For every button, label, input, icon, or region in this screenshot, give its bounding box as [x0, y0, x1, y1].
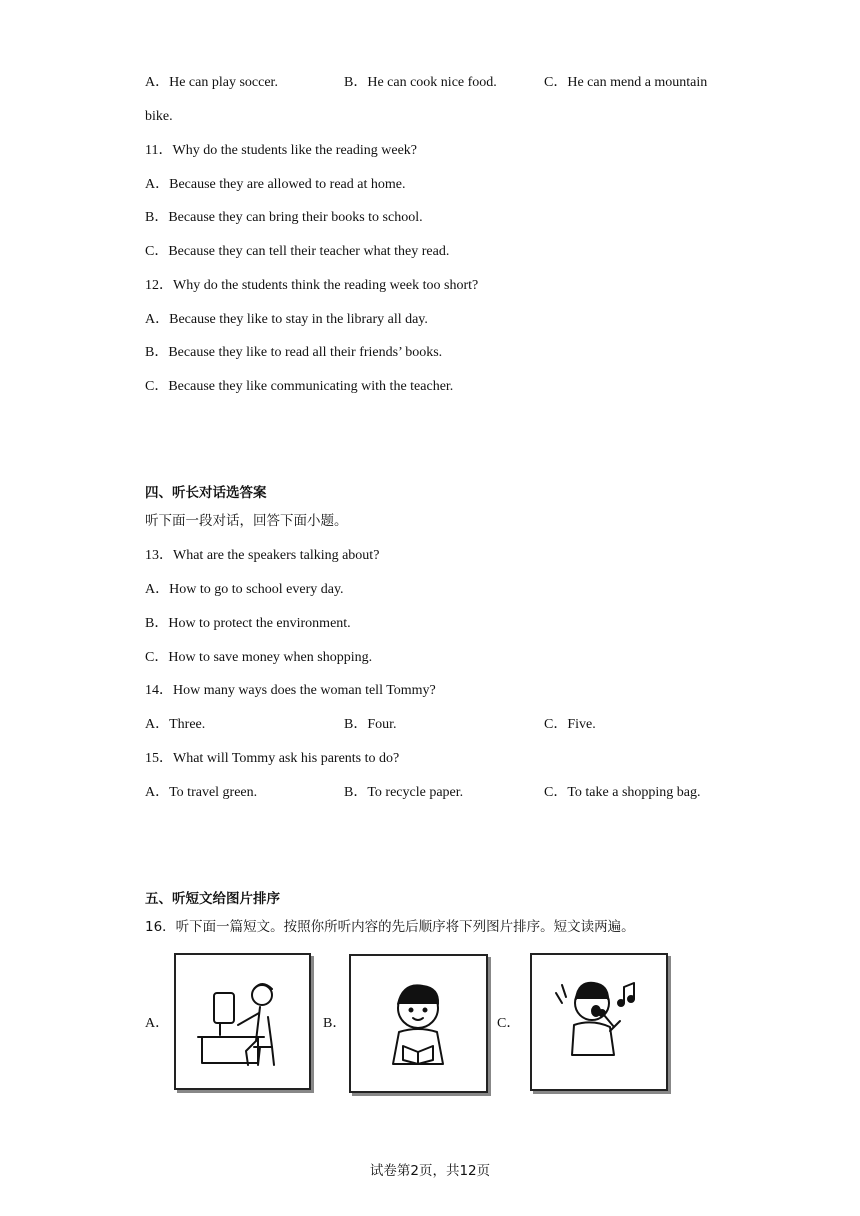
section-4-instruction: 听下面一段对话，回答下面小题。: [145, 513, 348, 529]
q11-option-c: C．Because they can tell their teacher what they read.: [145, 244, 450, 259]
q13-option-a: A．How to go to school every day.: [145, 582, 344, 597]
q10-option-b: B．He can cook nice food.: [344, 75, 497, 90]
q10-option-a: A．He can play soccer.: [145, 75, 278, 90]
q13-option-c: C．How to save money when shopping.: [145, 650, 373, 665]
q13-option-b: B．How to protect the environment.: [145, 616, 351, 631]
q15-option-a: A．To travel green.: [145, 785, 258, 800]
picture-b-label: B．: [323, 1016, 347, 1031]
q15-question: 15．What will Tommy ask his parents to do?: [145, 751, 400, 766]
q16-question: 16．听下面一篇短文。按照你所听内容的先后顺序将下列图片排序。短文读两遍。: [145, 919, 635, 935]
picture-c-label: C．: [497, 1016, 521, 1031]
q12-option-a: A．Because they like to stay in the library all day.: [145, 312, 428, 327]
q14-question: 14．How many ways does the woman tell Tommy?: [145, 683, 436, 698]
singing-boy-icon: [530, 953, 668, 1091]
q11-question: 11．Why do the students like the reading week?: [145, 143, 418, 158]
q12-option-b: B．Because they like to read all their friends’ books.: [145, 345, 443, 360]
q11-option-b: B．Because they can bring their books to school.: [145, 210, 423, 225]
q15-option-b: B．To recycle paper.: [344, 785, 464, 800]
q14-option-a: A．Three.: [145, 717, 206, 732]
q14-option-c: C．Five.: [544, 717, 596, 732]
page-footer: 试卷第2页，共12页: [369, 1163, 491, 1179]
computer-user-icon: [174, 953, 311, 1090]
q10-option-c: C．He can mend a mountain: [544, 75, 708, 90]
q15-option-c: C．To take a shopping bag.: [544, 785, 701, 800]
picture-a-label: A．: [145, 1016, 170, 1031]
section-5-title: 五、听短文给图片排序: [145, 891, 280, 907]
q11-option-a: A．Because they are allowed to read at home.: [145, 177, 406, 192]
q12-option-c: C．Because they like communicating with the teacher.: [145, 379, 454, 394]
q10-option-c-continued: bike.: [145, 109, 173, 124]
q13-question: 13．What are the speakers talking about?: [145, 548, 380, 563]
q14-option-b: B．Four.: [344, 717, 397, 732]
section-4-title: 四、听长对话选答案: [145, 485, 267, 501]
q12-question: 12．Why do the students think the reading week too short?: [145, 278, 479, 293]
reading-boy-icon: [349, 954, 488, 1093]
